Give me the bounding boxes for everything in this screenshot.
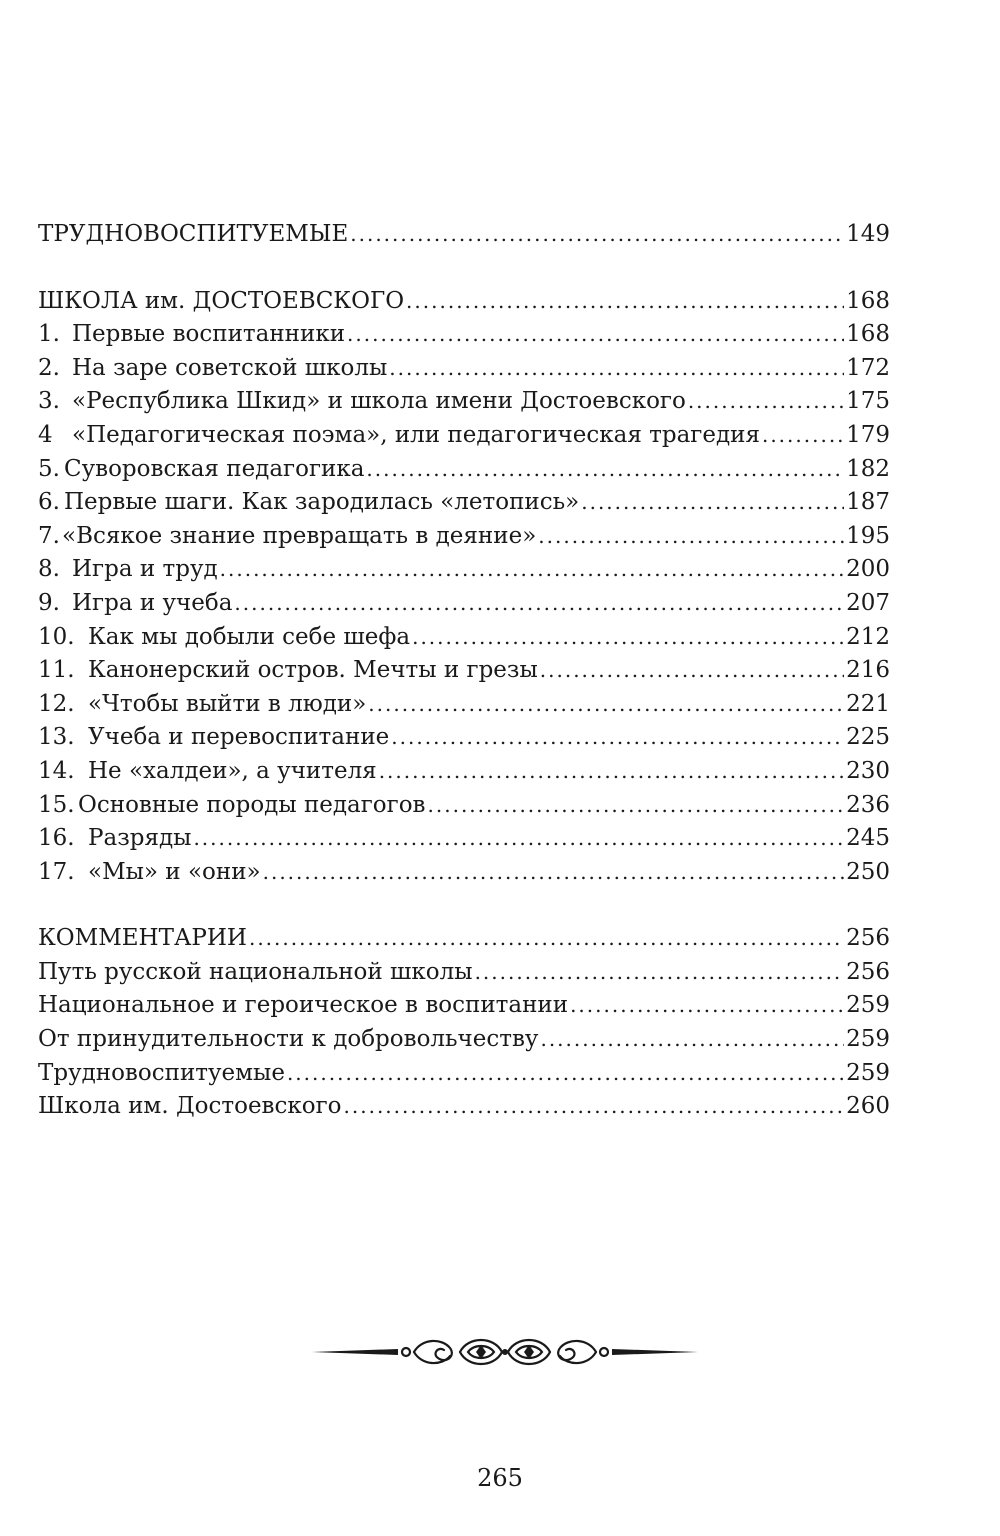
toc-entry[interactable] [38, 1057, 890, 1091]
toc-entry-number: 12. [38, 690, 75, 717]
toc-entry-page: 175 [846, 388, 890, 415]
toc-entry-page: 195 [846, 522, 890, 549]
dot-leader [234, 587, 844, 621]
toc-entry-number: 5. [38, 455, 60, 482]
dot-leader [193, 822, 844, 856]
page-number: 265 [477, 1464, 523, 1492]
toc-entry-page: 260 [846, 1093, 890, 1120]
toc-entry[interactable] [38, 989, 890, 1023]
toc-entry-title: Как мы добыли себе шефа [88, 623, 411, 650]
toc-entry-number: 13. [38, 724, 75, 751]
dot-leader [368, 688, 844, 722]
table-of-contents [38, 218, 890, 1124]
dot-leader [475, 956, 845, 990]
toc-entry-number: 16. [38, 825, 75, 852]
dot-leader [581, 486, 844, 520]
toc-entry-title: «Мы» и «они» [88, 858, 261, 885]
dot-leader [428, 789, 845, 823]
toc-entry[interactable] [38, 1023, 890, 1057]
toc-entry-page: 182 [846, 455, 890, 482]
toc-entry-title: Путь русской национальной школы [38, 958, 473, 985]
toc-entry-page: 225 [846, 724, 890, 751]
toc-entry-page: 168 [846, 287, 890, 314]
dot-leader [220, 553, 844, 587]
toc-entry-title: «Педагогическая поэма», или педагогическая трагедия [72, 421, 760, 448]
toc-entry[interactable] [38, 621, 890, 655]
dot-leader [391, 721, 844, 755]
toc-entry[interactable] [38, 822, 890, 856]
dot-leader [263, 856, 844, 890]
toc-entry[interactable] [38, 1090, 890, 1124]
toc-entry-number: 2. [38, 354, 60, 381]
dot-leader [540, 654, 844, 688]
toc-entry-page: 250 [846, 858, 890, 885]
toc-entry-title: Не «халдеи», а учителя [88, 757, 377, 784]
dot-leader [406, 285, 844, 319]
toc-entry-title: ШКОЛА им. ДОСТОЕВСКОГО [38, 287, 405, 314]
toc-entry-title: Первые воспитанники [72, 321, 346, 348]
toc-entry-title: «Всякое знание превращать в деяние» [62, 522, 537, 549]
toc-entry-page: 179 [846, 421, 890, 448]
decorative-flourish-icon [310, 1330, 700, 1374]
toc-entry-title: Канонерский остров. Мечты и грезы [88, 657, 538, 684]
toc-entry-title: Трудновоспитуемые [38, 1059, 285, 1086]
toc-entry-number: 3. [38, 388, 60, 415]
toc-entry-number: 10. [38, 623, 75, 650]
toc-entry-number: 15. [38, 791, 75, 818]
dot-leader [347, 318, 844, 352]
toc-entry-title: Школа им. Достоевского [38, 1093, 342, 1120]
toc-entry-title: «Чтобы выйти в люди» [88, 690, 367, 717]
toc-entry[interactable] [38, 419, 890, 453]
toc-entry-number: 8. [38, 556, 60, 583]
dot-leader [344, 1090, 845, 1124]
toc-entry-page: 259 [846, 992, 890, 1019]
toc-entry-page: 256 [846, 925, 890, 952]
dot-leader [287, 1057, 844, 1091]
toc-entry-page: 200 [846, 556, 890, 583]
section-gap [38, 889, 890, 922]
toc-entry[interactable] [38, 520, 890, 554]
toc-entry-number: 14. [38, 757, 75, 784]
section-gap [38, 252, 890, 285]
toc-entry-page: 245 [846, 825, 890, 852]
toc-entry-page: 168 [846, 321, 890, 348]
toc-entry-page: 149 [846, 221, 890, 247]
toc-entry-title: Учеба и перевоспитание [88, 724, 390, 751]
toc-entry-section[interactable] [38, 285, 890, 319]
toc-entry[interactable] [38, 352, 890, 386]
toc-entry-number: 1. [38, 321, 60, 348]
toc-entry[interactable] [38, 721, 890, 755]
toc-entry-page: 172 [846, 354, 890, 381]
toc-entry[interactable] [38, 755, 890, 789]
toc-entry[interactable] [38, 587, 890, 621]
toc-entry-number: 11. [38, 657, 75, 684]
toc-entry-title: От принудительности к добровольчеству [38, 1026, 539, 1053]
dot-leader [412, 621, 844, 655]
dot-leader [350, 218, 844, 252]
toc-entry-title: На заре советской школы [72, 354, 388, 381]
toc-entry-page: 259 [846, 1059, 890, 1086]
dot-leader [538, 520, 844, 554]
toc-entry-section[interactable] [38, 218, 890, 252]
toc-entry-page: 207 [846, 589, 890, 616]
toc-entry[interactable] [38, 453, 890, 487]
dot-leader [389, 352, 844, 386]
toc-entry-number: 4 [38, 421, 53, 448]
toc-entry-title: ТРУДНОВОСПИТУЕМЫЕ [38, 221, 349, 247]
dot-leader [366, 453, 844, 487]
toc-entry-title: Национальное и героическое в воспитании [38, 992, 569, 1019]
toc-entry-title: Основные породы педагогов [78, 791, 426, 818]
toc-entry-page: 212 [846, 623, 890, 650]
toc-entry[interactable] [38, 654, 890, 688]
toc-entry-number: 6. [38, 489, 60, 516]
toc-entry-page: 187 [846, 489, 890, 516]
toc-entry-number: 7. [38, 522, 60, 549]
toc-entry-title: Игра и учеба [72, 589, 233, 616]
toc-entry-section[interactable] [38, 922, 890, 956]
dot-leader [379, 755, 844, 789]
toc-entry-title: Суворовская педагогика [64, 455, 365, 482]
toc-entry[interactable] [38, 318, 890, 352]
dot-leader [688, 385, 844, 419]
dot-leader [762, 419, 844, 453]
toc-entry-number: 9. [38, 589, 60, 616]
toc-entry-page: 236 [846, 791, 890, 818]
toc-entry-title: КОММЕНТАРИИ [38, 925, 247, 952]
toc-entry[interactable] [38, 856, 890, 890]
toc-entry-title: «Республика Шкид» и школа имени Достоевского [72, 388, 686, 415]
toc-entry[interactable] [38, 688, 890, 722]
toc-entry-title: Первые шаги. Как зародилась «летопись» [64, 489, 580, 516]
toc-entry-page: 221 [846, 690, 890, 717]
dot-leader [570, 989, 844, 1023]
dot-leader [540, 1023, 844, 1057]
dot-leader [249, 922, 844, 956]
toc-entry[interactable] [38, 553, 890, 587]
toc-entry[interactable] [38, 956, 890, 990]
toc-entry-title: Игра и труд [72, 556, 218, 583]
toc-entry[interactable] [38, 789, 890, 823]
toc-entry-page: 256 [846, 958, 890, 985]
toc-entry-title: Разряды [88, 825, 192, 852]
toc-entry-page: 259 [846, 1026, 890, 1053]
toc-entry[interactable] [38, 486, 890, 520]
toc-entry-page: 230 [846, 757, 890, 784]
toc-entry[interactable] [38, 385, 890, 419]
toc-entry-number: 17. [38, 858, 75, 885]
toc-entry-page: 216 [846, 657, 890, 684]
